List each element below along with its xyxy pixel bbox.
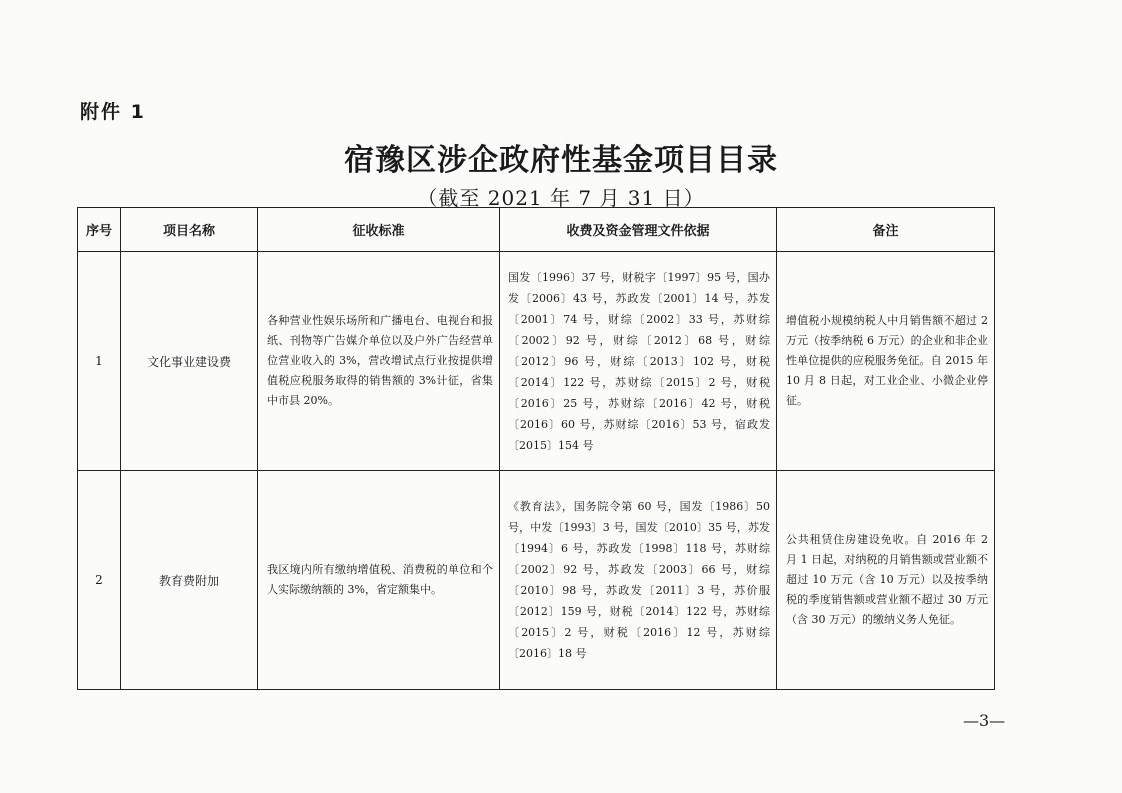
row-serial-no: 2: [78, 471, 121, 690]
table-row: [78, 471, 995, 690]
header-serial-no: 序号: [78, 208, 121, 252]
header-remarks: 备注: [777, 208, 995, 252]
header-item-name: 项目名称: [121, 208, 258, 252]
row-levy-standard: 我区境内所有缴纳增值税、消费税的单位和个人实际缴纳额的 3%，省定额集中。: [258, 471, 500, 690]
document-title: 宿豫区涉企政府性基金项目目录: [344, 143, 778, 178]
row-document-basis: 国发〔1996〕37 号，财税字〔1997〕95 号，国办发〔2006〕43 号，苏政发〔2001〕14 号，苏发〔2001〕74 号，财综〔2002〕33 号，苏财综〔2002〕92 号，财综〔2012〕68 号，财综〔2012〕96 号，财综〔2013〕102 号，财税〔2014〕122 号，苏财综〔2015〕2 号，财税〔2016〕25 号，苏财综〔2016〕42 号，财税〔2016〕60 号，苏财综〔2016〕53 号，宿政发〔2015〕154 号: [500, 252, 777, 471]
row-remarks: 增值税小规模纳税人中月销售额不超过 2 万元（按季纳税 6 万元）的企业和非企业性单位提供的应税服务免征。自 2015 年 10 月 8 日起，对工业企业、小微企业停征。: [777, 252, 995, 471]
page-number: —3—: [963, 711, 1006, 730]
row-document-basis: 《教育法》，国务院令第 60 号，国发〔1986〕50 号，中发〔1993〕3 号，国发〔2010〕35 号，苏发〔1994〕6 号，苏政发〔1998〕118 号，苏财综〔2002〕92 号，苏政发〔2003〕66 号，财综〔2010〕98 号，苏政发〔2011〕3 号，苏价服〔2012〕159 号，财税〔2014〕122 号，苏财综〔2015〕2 号，财税〔2016〕12 号，苏财综〔2016〕18 号: [500, 471, 777, 690]
table-header-row: [78, 208, 995, 252]
row-remarks: 公共租赁住房建设免收。自 2016 年 2 月 1 日起，对纳税的月销售额或营业额不超过 10 万元（含 10 万元）以及按季纳税的季度销售额或营业额不超过 30 万元（含 30 万元）的缴纳义务人免征。: [777, 471, 995, 690]
header-document-basis: 收费及资金管理文件依据: [500, 208, 777, 252]
document-subtitle: （截至 2021 年 7 月 31 日）: [417, 186, 705, 210]
table-row: [78, 252, 995, 471]
header-levy-standard: 征收标准: [258, 208, 500, 252]
row-serial-no: 1: [78, 252, 121, 471]
fund-catalog-table: [77, 207, 995, 690]
attachment-label: 附件 1: [80, 101, 146, 123]
row-item-name: 文化事业建设费: [121, 252, 258, 471]
row-levy-standard: 各种营业性娱乐场所和广播电台、电视台和报纸、刊物等广告媒介单位以及户外广告经营单位营业收入的 3%，营改增试点行业按提供增值税应税服务取得的销售额的 3%计征，省集中市县 20%。: [258, 252, 500, 471]
row-item-name: 教育费附加: [121, 471, 258, 690]
